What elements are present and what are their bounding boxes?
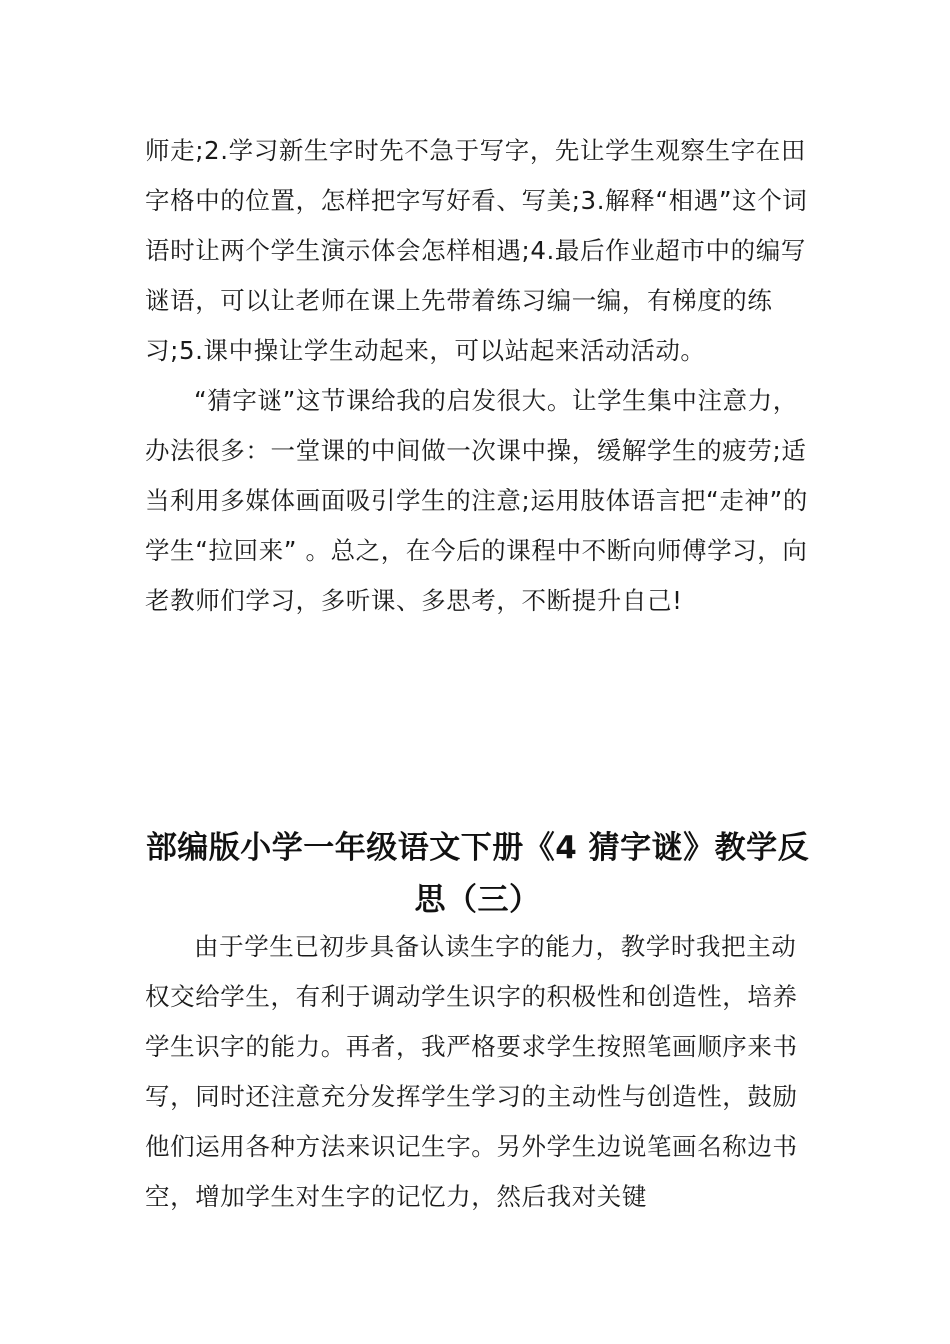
section-body xyxy=(145,922,810,1222)
paragraph-continued: 师走;2.学习新生字时先不急于写字，先让学生观察生字在田字格中的位置，怎样把字写好看、写美;3.解释“相遇”这个词语时让两个学生演示体会怎样相遇;4.最后作业超市中的编写谜语，可以让老师在课上先带着练习编一编，有梯度的练习;5.课中操让学生动起来，可以站起来活动活动。 xyxy=(145,136,808,365)
paragraph-reflection: “猜字谜”这节课给我的启发很大。让学生集中注意力，办法很多：一堂课的中间做一次课中操，缓解学生的疲劳;适当利用多媒体画面吸引学生的注意;运用肢体语言把“走神”的学生“拉回来” 。总之，在今后的课程中不断向师傅学习，向老教师们学习，多听课、多思考，不断提升自己! xyxy=(145,386,808,615)
previous-section-body xyxy=(145,126,810,626)
paragraph-intro: 由于学生已初步具备认读生字的能力，教学时我把主动权交给学生，有利于调动学生识字的积极性和创造性，培养学生识字的能力。再者，我严格要求学生按照笔画顺序来书写，同时还注意充分发挥学生学习的主动性与创造性，鼓励他们运用各种方法来识记生字。另外学生边说笔画名称边书空，增加学生对生字的记忆力，然后我对关键 xyxy=(145,932,798,1211)
section-title: 部编版小学一年级语文下册《4 猜字谜》教学反思（三） xyxy=(145,830,810,918)
